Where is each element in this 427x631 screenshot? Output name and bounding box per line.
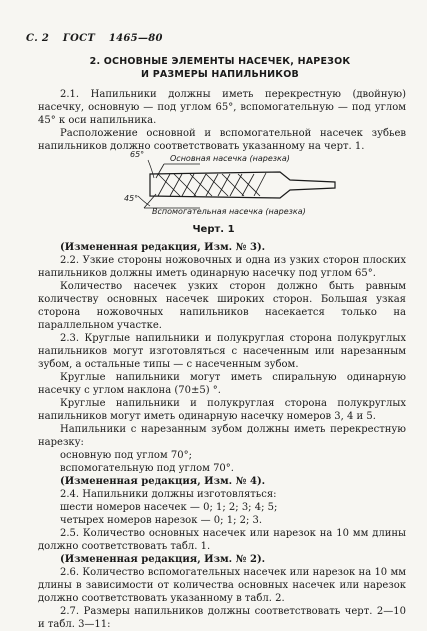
standard-label: ГОСТ	[62, 33, 96, 44]
standard-number: 1465—80	[108, 33, 163, 44]
amendment-4: (Измененная редакция, Изм. № 4).	[60, 476, 266, 487]
sections-2-2-to-2-7	[38, 241, 406, 631]
paragraph-2-3-d: Напильники с нарезанным зубом должны иметь перекрестную нарезку:	[38, 424, 406, 448]
paragraph-2-2: 2.2. Узкие стороны ножовочных и одна из узких сторон плоских напильников должны иметь одинарную насечку под углом 65°.	[38, 255, 406, 279]
section-title-line2: И РАЗМЕРЫ НАПИЛЬНИКОВ	[141, 69, 299, 80]
angle-45-label: 45°	[124, 194, 139, 203]
page-header	[26, 33, 173, 44]
paragraph-2-3: 2.3. Круглые напильники и полукруглая сторона полукруглых напильников могут изготовляться с насеченным или нарезанным зубом, а остальные типы — с насеченным зубом.	[38, 333, 406, 370]
secondary-cut-label: Вспомогательная насечка (нарезка)	[152, 207, 306, 216]
paragraph-2-4-c: четырех номеров нарезок — 0; 1; 2; 3.	[60, 515, 263, 526]
paragraph-2-3-c: Круглые напильники и полукруглая сторона полукруглых напильников могут иметь одинарную насечку номеров 3, 4 и 5.	[38, 398, 406, 422]
cut-hatching	[158, 173, 266, 196]
paragraph-2-5: 2.5. Количество основных насечек или нарезок на 10 мм длины должно соответствовать табл. 1.	[38, 528, 406, 552]
paragraph-2-6: 2.6. Количество вспомогательных насечек или нарезок на 10 мм длины в зависимости от количества основных насечек или нарезок должно соответствовать указанному в табл. 2.	[38, 567, 406, 604]
paragraph-2-1: 2.1. Напильники должны иметь перекрестную (двойную) насечку, основную — под углом 65°, вспомогательную — под углом 45° к оси напильника.	[38, 89, 406, 126]
page-number: С. 2	[26, 33, 50, 44]
figure-1-caption: Черт. 1	[192, 224, 235, 235]
angle-65-label: 65°	[130, 150, 145, 159]
paragraph-2-4: 2.4. Напильники должны изготовляться:	[60, 489, 277, 500]
main-cut-label: Основная насечка (нарезка)	[170, 154, 290, 163]
paragraph-2-3-f: вспомогательную под углом 70°.	[60, 463, 234, 474]
section-title-line1: 2. ОСНОВНЫЕ ЭЛЕМЕНТЫ НАСЕЧЕК, НАРЕЗОК	[89, 56, 351, 67]
figure-1	[124, 150, 370, 230]
amendment-2: (Измененная редакция, Изм. № 2).	[60, 554, 266, 565]
paragraph-2-3-e: основную под углом 70°;	[60, 450, 192, 461]
paragraph-2-4-b: шести номеров насечек — 0; 1; 2; 3; 4; 5;	[60, 502, 278, 513]
paragraph-2-2-b: Количество насечек узких сторон должно быть равным количеству основных насечек широких сторон. Большая узкая сторона ножовочных напильников насекается только на параллельном участке.	[38, 281, 406, 331]
paragraph-2-3-b: Круглые напильники могут иметь спиральную одинарную насечку с углом наклона (70±5) °.	[38, 372, 406, 396]
paragraph-2-7: 2.7. Размеры напильников должны соответствовать черт. 2—10 и табл. 3—11:	[38, 606, 406, 630]
section-2-1	[38, 88, 406, 153]
paragraph-2-1-b: Расположение основной и вспомогательной насечек зубьев напильников должно соответствовать указанному на черт. 1.	[38, 128, 406, 152]
amendment-3: (Измененная редакция, Изм. № 3).	[60, 242, 266, 253]
